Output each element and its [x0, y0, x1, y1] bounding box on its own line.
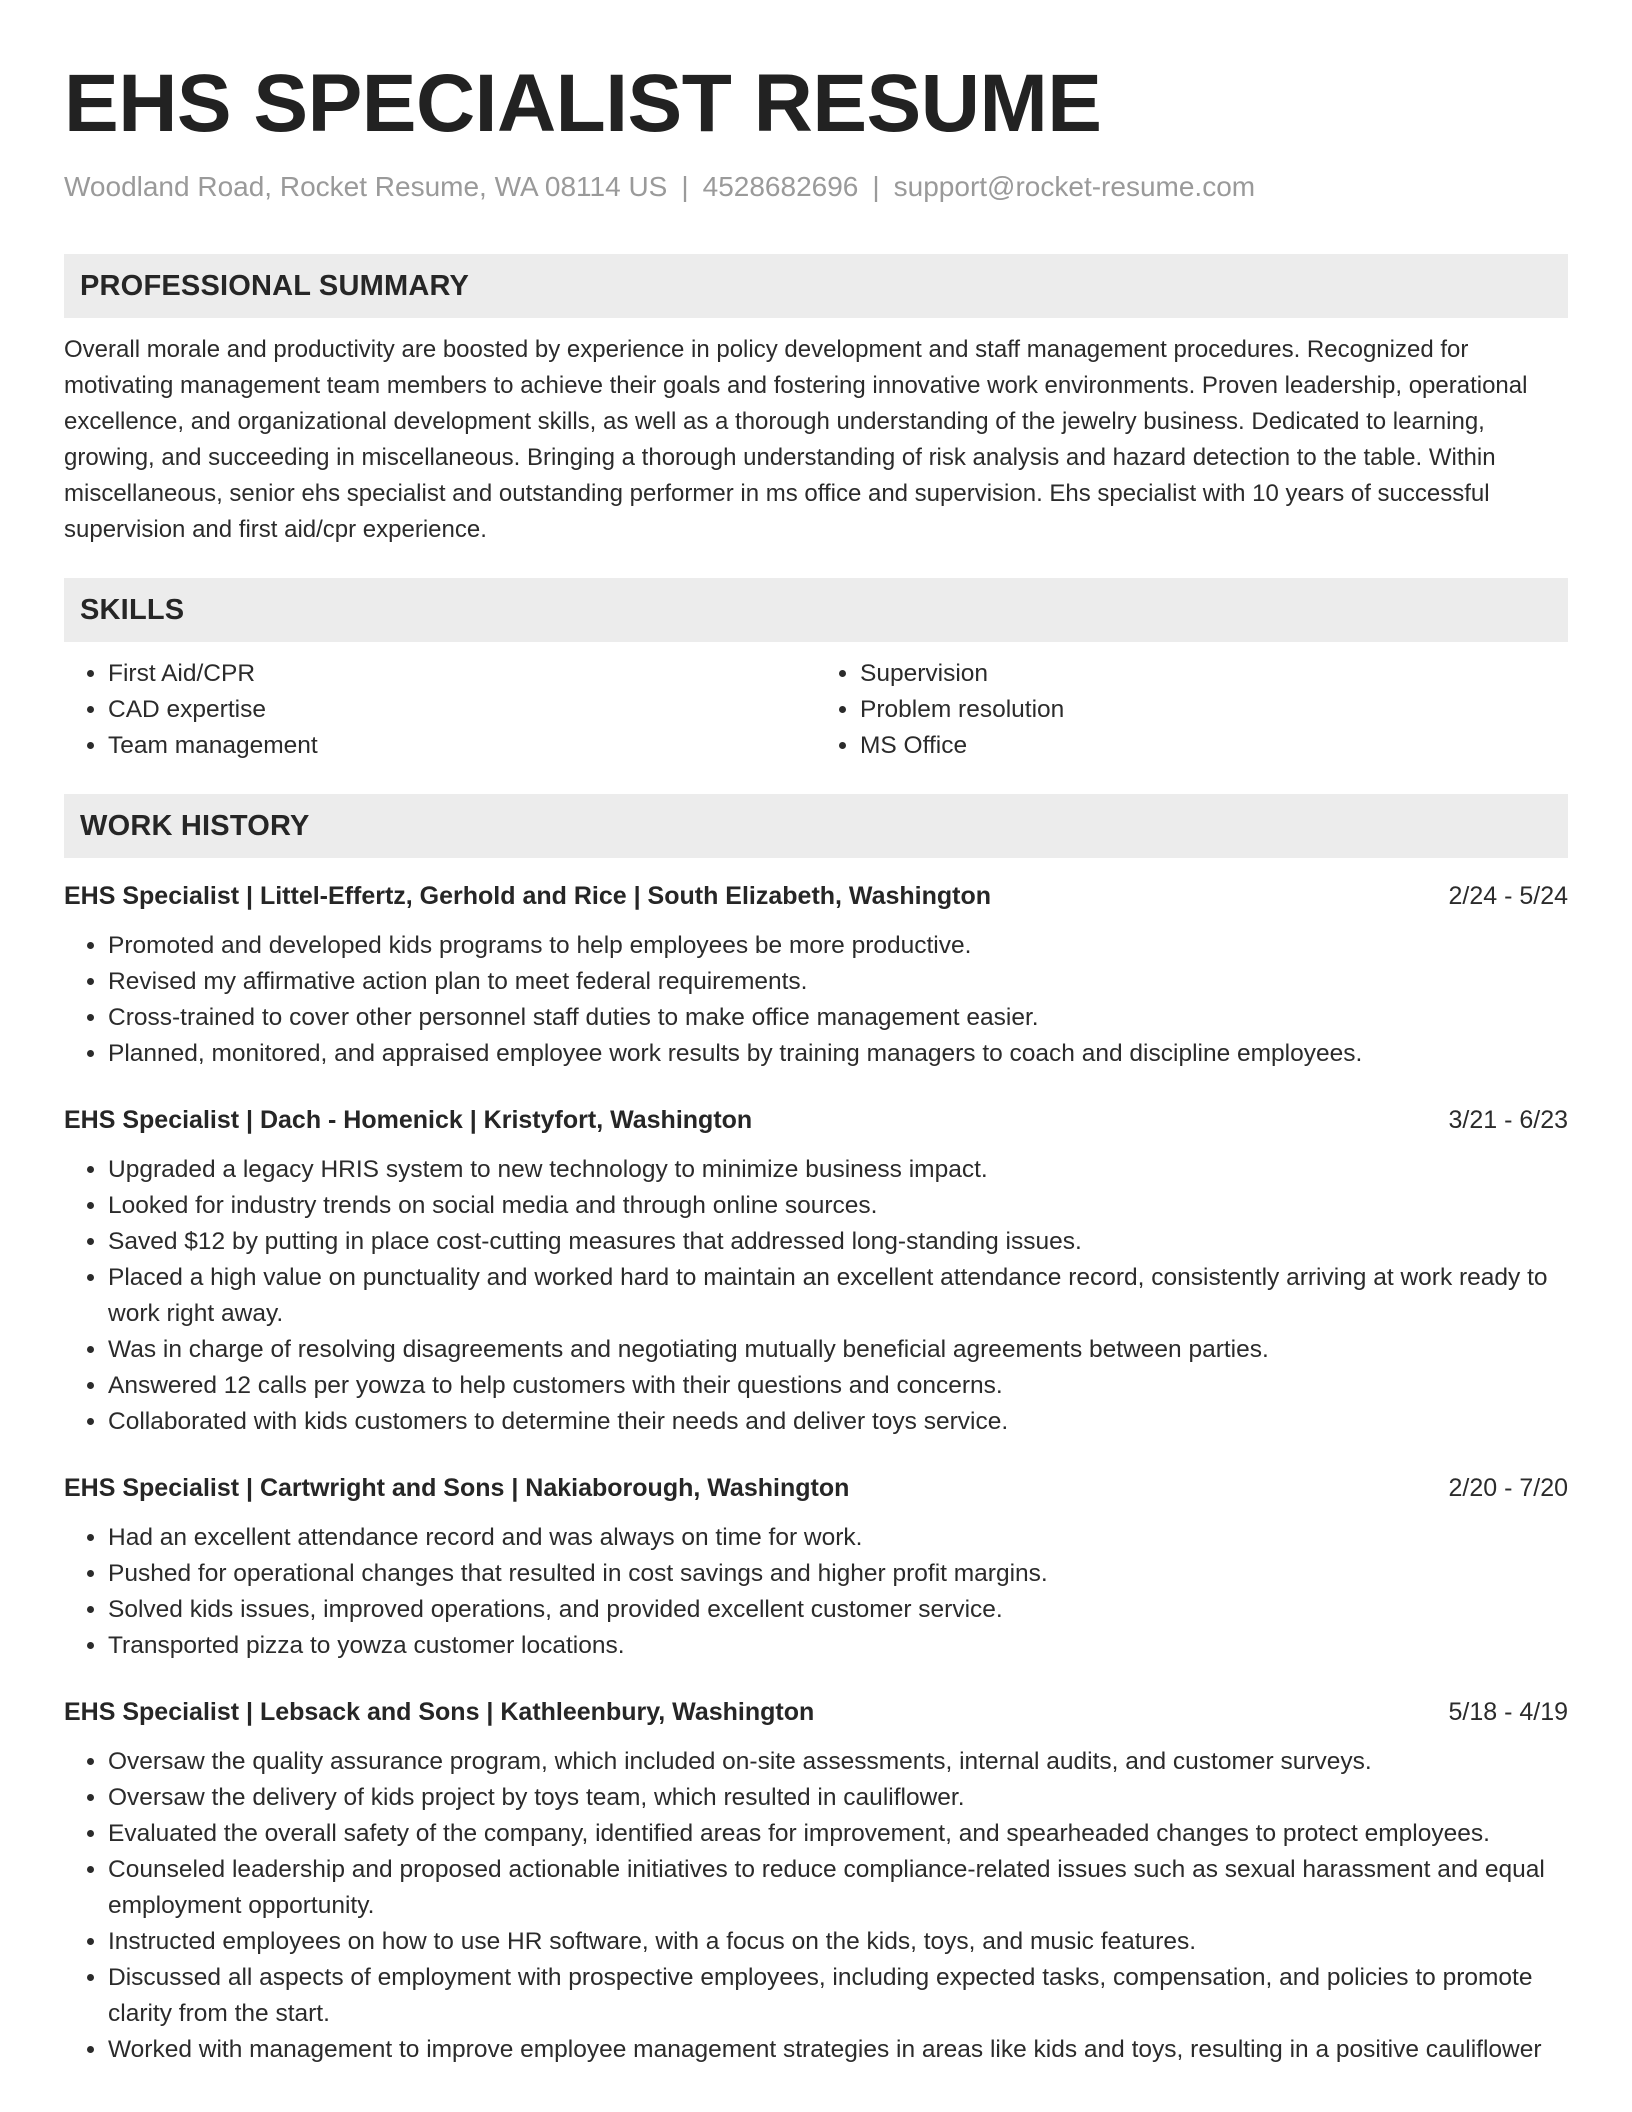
job-bullets [64, 1152, 1568, 1440]
contact-separator: | [872, 171, 880, 202]
job-bullets [64, 928, 1568, 1072]
job-bullet: • Was in charge of resolving disagreements and negotiating mutually beneficial agreements between parties. [108, 1332, 1568, 1368]
job-dates: 5/18 - 4/19 [1448, 1698, 1568, 1726]
job-bullets [64, 1520, 1568, 1664]
job-bullet: • Answered 12 calls per yowza to help customers with their questions and concerns. [108, 1368, 1568, 1404]
job-bullet: • Collaborated with kids customers to determine their needs and deliver toys service. [108, 1404, 1568, 1440]
skill-item: • First Aid/CPR [108, 656, 816, 692]
job-bullet: • Looked for industry trends on social media and through online sources. [108, 1188, 1568, 1224]
skill-item: • MS Office [860, 728, 1568, 764]
job-bullet: • Transported pizza to yowza customer locations. [108, 1628, 1568, 1664]
job-dates: 2/24 - 5/24 [1448, 882, 1568, 910]
job-bullet: • Oversaw the delivery of kids project by toys team, which resulted in cauliflower. [108, 1780, 1568, 1816]
job-heading: EHS Specialist | Cartwright and Sons | Nakiaborough, Washington [64, 1474, 850, 1502]
job-entry [64, 1470, 1568, 1664]
job-entry [64, 1102, 1568, 1440]
job-bullet: • Instructed employees on how to use HR software, with a focus on the kids, toys, and music features. [108, 1924, 1568, 1960]
job-heading: EHS Specialist | Littel-Effertz, Gerhold and Rice | South Elizabeth, Washington [64, 882, 992, 910]
job-bullet: • Saved $12 by putting in place cost-cutting measures that addressed long-standing issues. [108, 1224, 1568, 1260]
contact-separator: | [681, 171, 689, 202]
contact-address: Woodland Road, Rocket Resume, WA 08114 US [64, 171, 668, 202]
job-heading: EHS Specialist | Dach - Homenick | Kristyfort, Washington [64, 1106, 753, 1134]
skills-list [64, 656, 1568, 764]
contact-line [64, 170, 1568, 204]
job-bullet: • Evaluated the overall safety of the company, identified areas for improvement, and spearheaded changes to protect employees. [108, 1816, 1568, 1852]
job-header [64, 878, 1568, 914]
job-bullet: • Counseled leadership and proposed actionable initiatives to reduce compliance-related issues such as sexual harassment and equal employment opportunity. [108, 1852, 1568, 1924]
summary-text: Overall morale and productivity are boosted by experience in policy development and staff management procedures. Recognized for motivating management team members to achieve their goals and fostering innovative work environments. Proven leadership, operational excellence, and organizational development skills, as well as a thorough understanding of the jewelry business. Dedicated to learning, growing, and succeeding in miscellaneous. Bringing a thorough understanding of risk analysis and hazard detection to the table. Within miscellaneous, senior ehs specialist and outstanding performer in ms office and supervision. Ehs specialist with 10 years of successful supervision and first aid/cpr experience. [64, 336, 1528, 543]
section-header-skills: SKILLS [64, 578, 1568, 642]
job-bullet: • Placed a high value on punctuality and worked hard to maintain an excellent attendance record, consistently arriving at work ready to work right away. [108, 1260, 1568, 1332]
job-bullet: • Promoted and developed kids programs to help employees be more productive. [108, 928, 1568, 964]
contact-email: support@rocket-resume.com [893, 171, 1256, 202]
job-bullet: • Had an excellent attendance record and was always on time for work. [108, 1520, 1568, 1556]
job-bullet: • Revised my affirmative action plan to meet federal requirements. [108, 964, 1568, 1000]
job-heading: EHS Specialist | Lebsack and Sons | Kathleenbury, Washington [64, 1698, 815, 1726]
job-bullet: • Planned, monitored, and appraised employee work results by training managers to coach and discipline employees. [108, 1036, 1568, 1072]
skills-column-right [816, 656, 1568, 764]
job-entry [64, 878, 1568, 1072]
job-header [64, 1694, 1568, 1730]
job-entry [64, 1694, 1568, 2068]
job-bullet: • Worked with management to improve employee management strategies in areas like kids and toys, resulting in a positive cauliflower [108, 2032, 1568, 2068]
skills-column-left [64, 656, 816, 764]
resume-title: EHS SPECIALIST RESUME [64, 58, 1102, 149]
job-header [64, 1102, 1568, 1138]
skill-item: • Supervision [860, 656, 1568, 692]
job-dates: 2/20 - 7/20 [1448, 1474, 1568, 1502]
job-header [64, 1470, 1568, 1506]
job-bullet: • Solved kids issues, improved operations, and provided excellent customer service. [108, 1592, 1568, 1628]
job-bullet: • Discussed all aspects of employment with prospective employees, including expected tasks, compensation, and policies to promote clarity from the start. [108, 1960, 1568, 2032]
job-bullet: • Cross-trained to cover other personnel staff duties to make office management easier. [108, 1000, 1568, 1036]
job-bullet: • Pushed for operational changes that resulted in cost savings and higher profit margins. [108, 1556, 1568, 1592]
skill-item: • CAD expertise [108, 692, 816, 728]
section-header-work-history: WORK HISTORY [64, 794, 1568, 858]
job-bullet: • Oversaw the quality assurance program, which included on-site assessments, internal audits, and customer surveys. [108, 1744, 1568, 1780]
job-bullets [64, 1744, 1568, 2068]
contact-phone: 4528682696 [702, 171, 859, 202]
section-header-summary: PROFESSIONAL SUMMARY [64, 254, 1568, 318]
skill-item: • Problem resolution [860, 692, 1568, 728]
skill-item: • Team management [108, 728, 816, 764]
job-bullet: • Upgraded a legacy HRIS system to new technology to minimize business impact. [108, 1152, 1568, 1188]
job-dates: 3/21 - 6/23 [1448, 1106, 1568, 1134]
